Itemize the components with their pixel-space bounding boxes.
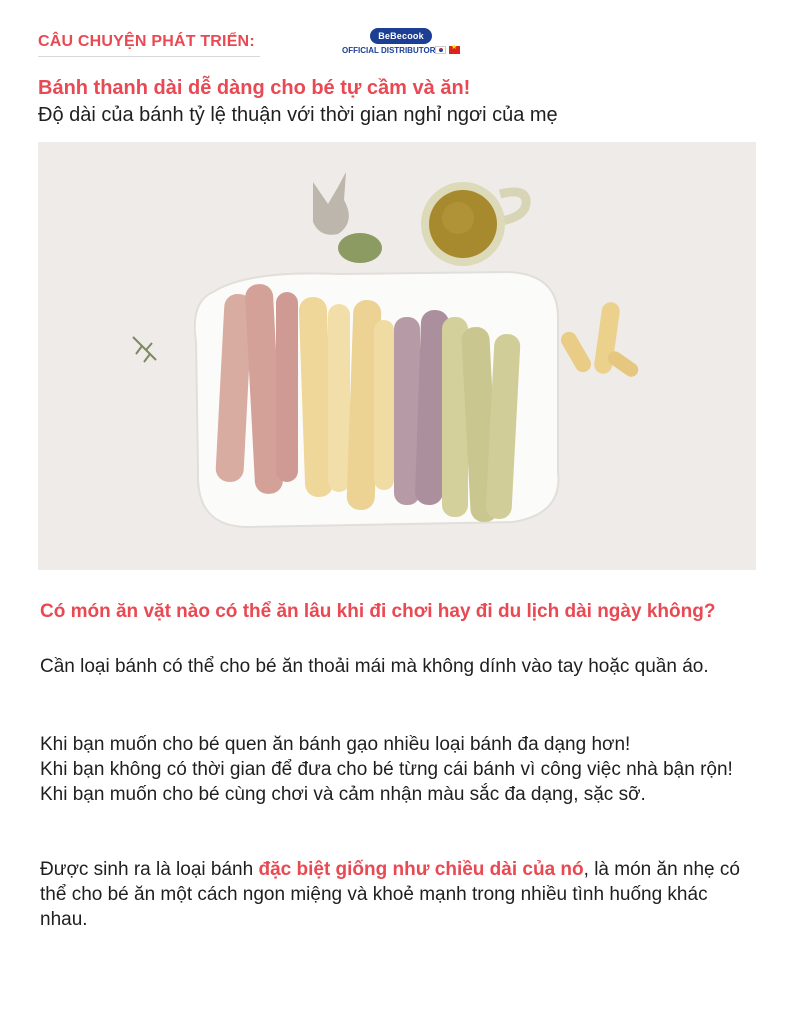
purple-snack-sticks xyxy=(394,310,449,506)
page-header xyxy=(38,28,758,64)
question-heading: Có món ăn vặt nào có thể ăn lâu khi đi chơi hay đi du lịch dài ngày không? xyxy=(40,601,716,622)
pink-snack-sticks xyxy=(215,283,298,494)
paragraph-2 xyxy=(40,732,760,807)
paragraph-1: Cần loại bánh có thể cho bé ăn thoải mái mà không dính vào tay hoặc quần áo. xyxy=(40,656,709,677)
section-tag: CÂU CHUYỆN PHÁT TRIỂN: xyxy=(38,33,255,50)
brand-logo-badge: BeBecook xyxy=(370,28,432,44)
paragraph-2-line: Khi bạn muốn cho bé cùng chơi và cảm nhận màu sắc đa dạng, sặc sỡ. xyxy=(40,784,646,805)
headline: Bánh thanh dài dễ dàng cho bé tự cầm và ăn! xyxy=(38,77,471,99)
vietnam-flag-icon xyxy=(449,46,460,54)
paragraph-3-intro: Được sinh ra là loại bánh xyxy=(40,859,259,880)
yellow-snack-sticks xyxy=(299,297,394,511)
bebecook-logo xyxy=(338,28,468,60)
korea-flag-icon xyxy=(435,46,446,54)
paragraph-2-line: Khi bạn muốn cho bé quen ăn bánh gạo nhiều loại bánh đa dạng hơn! xyxy=(40,734,631,755)
paragraph-3 xyxy=(40,857,760,932)
subheadline: Độ dài của bánh tỷ lệ thuận với thời gian nghỉ ngơi của mẹ xyxy=(38,104,558,126)
section-divider xyxy=(38,56,260,57)
product-photo xyxy=(38,142,756,570)
paragraph-3-highlight: đặc biệt giống như chiều dài của nó xyxy=(258,859,584,880)
paragraph-2-line: Khi bạn không có thời gian để đưa cho bé từng cái bánh vì công việc nhà bận rộn! xyxy=(40,759,733,780)
distributor-label: OFFICIAL DISTRIBUTOR xyxy=(342,46,436,55)
paragraph-3-rest: , là món ăn nhẹ có thể cho bé ăn một cách ngon miệng và khoẻ mạnh trong nhiều tình huống khác nhau. xyxy=(40,859,740,930)
green-snack-sticks xyxy=(442,317,521,523)
